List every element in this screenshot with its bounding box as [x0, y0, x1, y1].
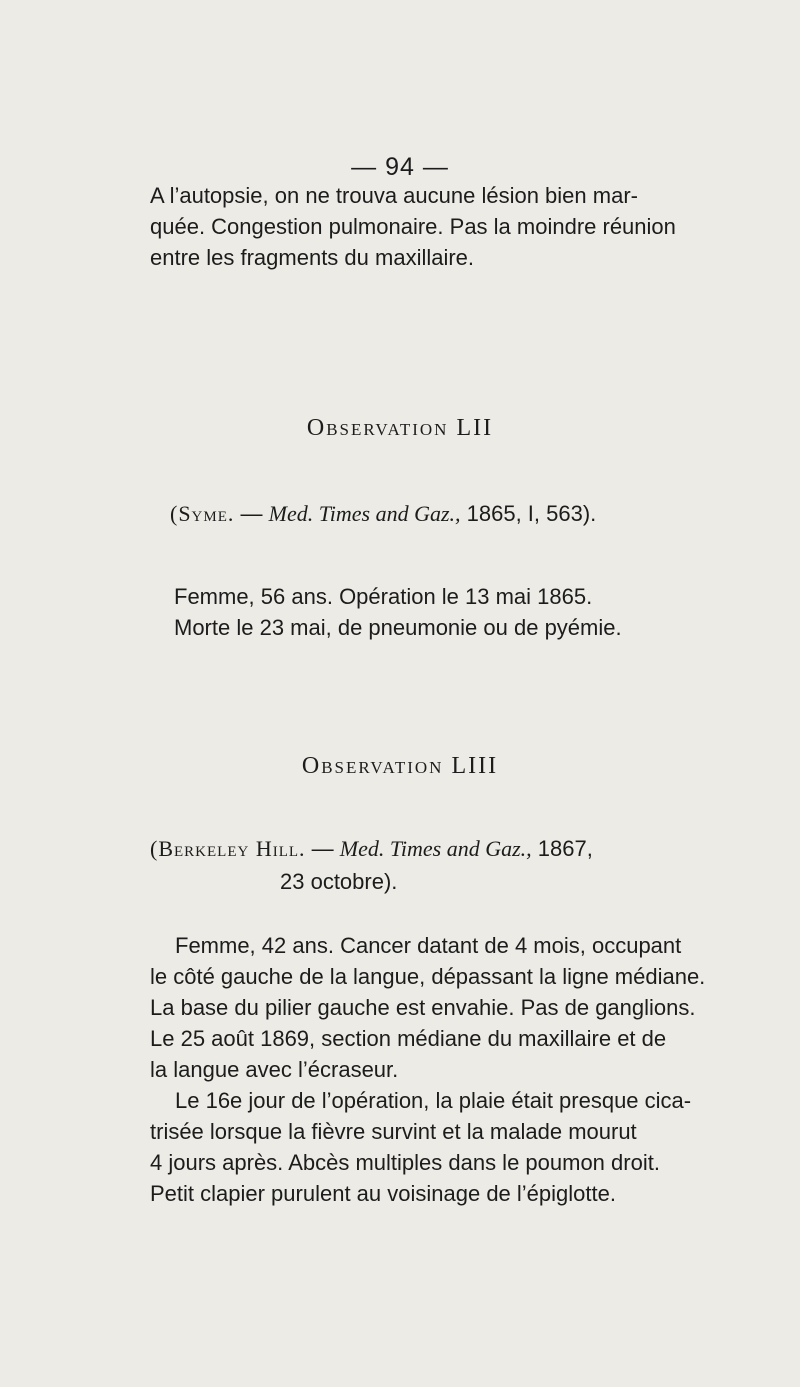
- observation-52-heading: Observation LII: [306, 415, 494, 441]
- reference-line: [150, 832, 593, 865]
- text-line: La base du pilier gauche est envahie. Pas de ganglions.: [150, 995, 696, 1020]
- intro-paragraph: [150, 180, 745, 273]
- reference-author: (Berkeley Hill.: [150, 836, 306, 861]
- text-line: entre les fragments du maxillaire.: [150, 245, 475, 270]
- observation-52-reference: [170, 497, 596, 530]
- text-line: Le 16e jour de l’opération, la plaie était presque cica-: [175, 1088, 692, 1113]
- reference-journal: Med. Times and Gaz.,: [268, 501, 461, 526]
- text-line: Le 25 août 1869, section médiane du maxillaire et de: [150, 1026, 667, 1051]
- text-line: Femme, 56 ans. Opération le 13 mai 1865.: [174, 584, 593, 609]
- text-line: 4 jours après. Abcès multiples dans le poumon droit.: [150, 1150, 660, 1175]
- text-line: Morte le 23 mai, de pneumonie ou de pyémie.: [174, 615, 622, 640]
- observation-53-reference: [150, 832, 593, 898]
- text-line: quée. Congestion pulmonaire. Pas la moindre réunion: [150, 214, 676, 239]
- text-line: la langue avec l’écraseur.: [150, 1057, 399, 1082]
- page-number: — 94 —: [351, 153, 449, 181]
- observation-53-heading: Observation LIII: [301, 753, 499, 779]
- text-line: trisée lorsque la fièvre survint et la malade mourut: [150, 1119, 637, 1144]
- text-line: Femme, 42 ans. Cancer datant de 4 mois, occupant: [175, 933, 682, 958]
- text-line: le côté gauche de la langue, dépassant la ligne médiane.: [150, 964, 706, 989]
- reference-line: 23 octobre).: [280, 869, 398, 894]
- reference-dash: —: [305, 836, 340, 861]
- observation-53-body: [150, 930, 745, 1209]
- reference-journal: Med. Times and Gaz.,: [339, 836, 532, 861]
- text-line: Petit clapier purulent au voisinage de l’épiglotte.: [150, 1181, 616, 1206]
- reference-author: (Syme.: [170, 501, 235, 526]
- reference-details: 1865, I, 563).: [460, 501, 597, 526]
- observation-52-body: [174, 581, 734, 643]
- reference-dash: —: [234, 501, 269, 526]
- text-line: A l’autopsie, on ne trouva aucune lésion bien mar-: [150, 183, 638, 208]
- reference-details: 1867,: [531, 836, 593, 861]
